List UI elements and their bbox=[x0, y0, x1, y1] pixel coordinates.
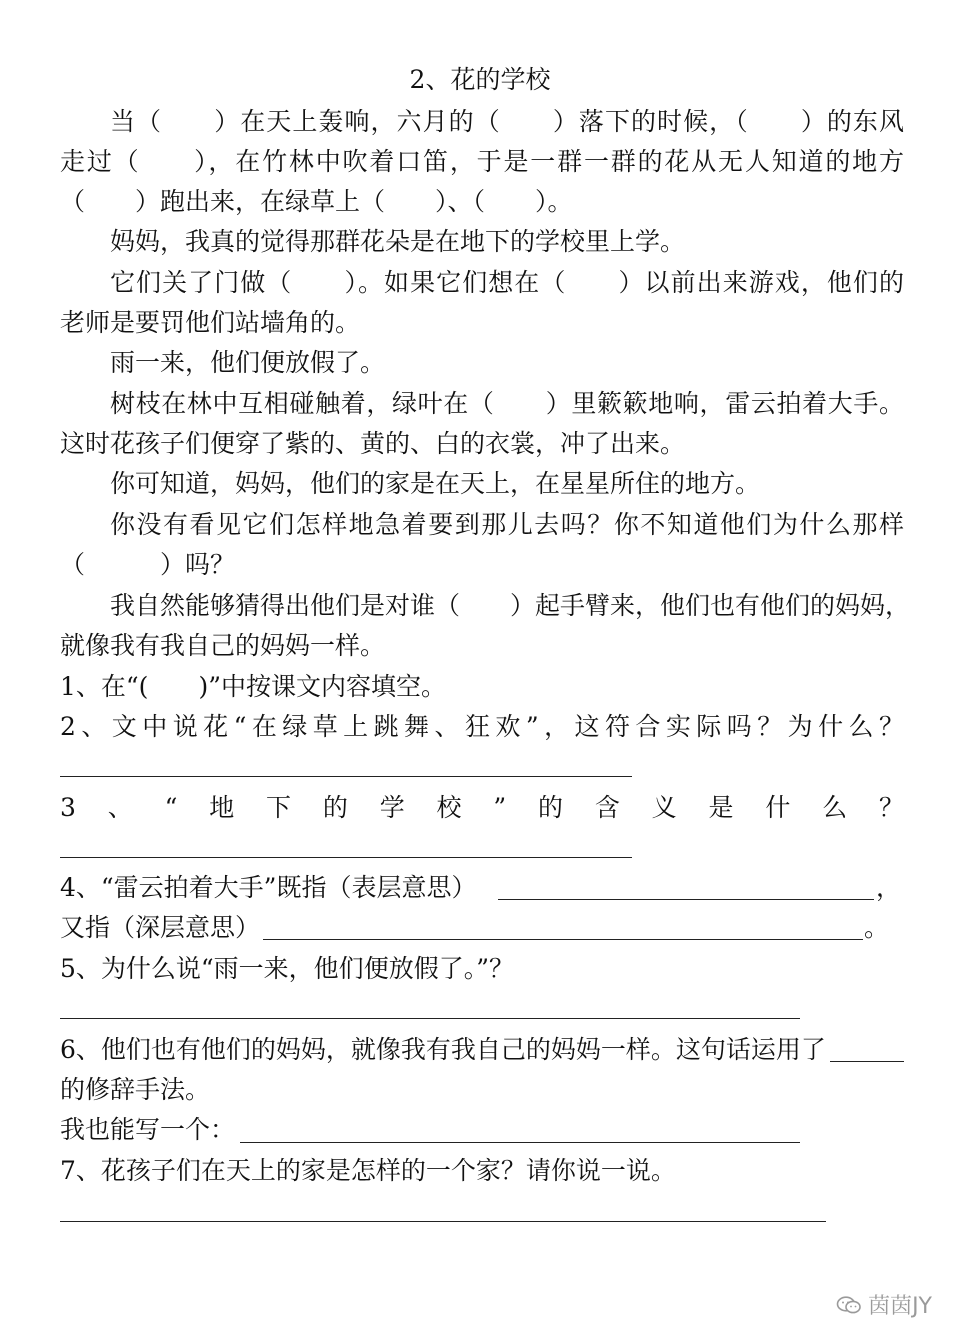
question-4-deep bbox=[60, 910, 904, 946]
question-4-surface bbox=[60, 870, 904, 906]
passage-line: 这时花孩子们便穿了紫的、黄的、白的衣裳，冲了出来。 bbox=[60, 429, 686, 458]
passage-line: 它们关了门做（ ）。如果它们想在（ ）以前出来游戏，他们的 bbox=[110, 268, 904, 297]
question-6: 6、他们也有他们的妈妈，就像我有我自己的妈妈一样。这句话运用了 bbox=[60, 1035, 826, 1064]
passage-line: 树枝在林中互相碰触着，绿叶在（ ）里簌簌地响，雷云拍着大手。 bbox=[110, 389, 904, 418]
passage-line: 就像我有我自己的妈妈一样。 bbox=[60, 631, 386, 660]
question-3: 3、“地下的学校”的含义是什么？ bbox=[60, 793, 904, 822]
answer-line-q6-rhetoric[interactable] bbox=[830, 1061, 904, 1062]
watermark-text: 茵茵JY bbox=[868, 1294, 932, 1319]
wechat-icon bbox=[836, 1295, 862, 1315]
passage-line: （ ）跑出来，在绿草上（ ）、（ ）。 bbox=[60, 187, 573, 216]
answer-line-q7[interactable] bbox=[60, 1221, 826, 1222]
passage-line: 你可知道，妈妈，他们的家是在天上，在星星所住的地方。 bbox=[110, 469, 761, 498]
answer-line-q5[interactable] bbox=[60, 1018, 800, 1019]
passage-line: 走过（ ），在竹林中吹着口笛，于是一群一群的花从无人知道的地方 bbox=[60, 147, 904, 176]
question-4-deep-label: 又指（深层意思） bbox=[60, 913, 261, 942]
question-6-cont: 的修辞手法。 bbox=[60, 1075, 211, 1104]
question-4-surface-label: 4、“雷云拍着大手”既指（表层意思） bbox=[60, 873, 477, 902]
passage-line: 妈妈，我真的觉得那群花朵是在地下的学校里上学。 bbox=[110, 227, 686, 256]
lesson-title: 2、花的学校 bbox=[409, 65, 551, 94]
question-2: 2、文中说花“在绿草上跳舞、狂欢”，这符合实际吗？为什么？ bbox=[60, 712, 904, 741]
answer-line-q3[interactable] bbox=[60, 857, 632, 858]
watermark bbox=[836, 1289, 932, 1320]
passage-line: （ ）吗？ bbox=[60, 550, 236, 579]
answer-line-q6-write[interactable] bbox=[240, 1142, 800, 1143]
answer-line-q4-surface[interactable] bbox=[498, 899, 874, 900]
passage-line: 雨一来，他们便放假了。 bbox=[110, 348, 386, 377]
question-5: 5、为什么说“雨一来，他们便放假了。”？ bbox=[60, 954, 514, 983]
question-1: 1、在“( )”中按课文内容填空。 bbox=[60, 672, 446, 701]
question-6-write: 我也能写一个： bbox=[60, 1115, 236, 1144]
passage-line: 我自然能够猜得出他们是对谁（ ）起手臂来，他们也有他们的妈妈， bbox=[110, 591, 911, 620]
q4-comma: ， bbox=[876, 873, 902, 902]
question-7: 7、花孩子们在天上的家是怎样的一个家？请你说一说。 bbox=[60, 1156, 676, 1185]
q4-period: 。 bbox=[864, 913, 890, 942]
passage-line: 老师是要罚他们站墙角的。 bbox=[60, 308, 361, 337]
passage-line: 当（ ）在天上轰响，六月的（ ）落下的时候，（ ）的东风 bbox=[110, 107, 904, 136]
passage-line: 你没有看见它们怎样地急着要到那儿去吗？你不知道他们为什么那样 bbox=[110, 510, 904, 539]
answer-line-q2[interactable] bbox=[60, 776, 632, 777]
answer-line-q4-deep[interactable] bbox=[263, 939, 863, 940]
